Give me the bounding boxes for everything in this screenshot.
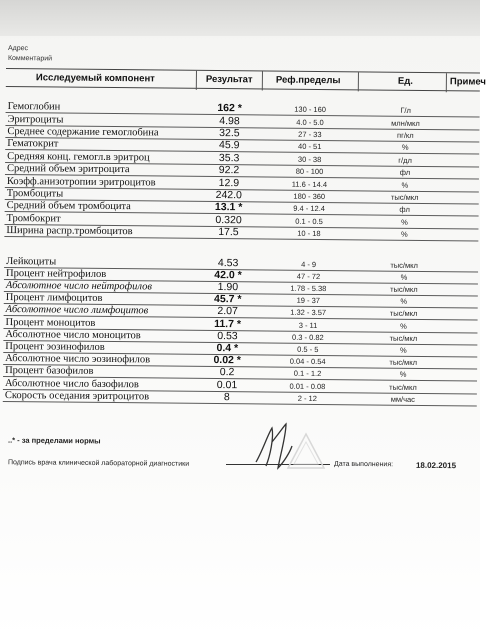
- row-unit: мм/час: [390, 394, 415, 404]
- row-unit: млн/мкл: [391, 118, 420, 128]
- address-label: Адрес: [7, 45, 29, 53]
- row-component-name: Абсолютное число эозинофилов: [5, 353, 151, 366]
- row-unit: тыс/мкл: [390, 192, 419, 203]
- row-reference-range: 0.01 - 0.08: [289, 381, 326, 391]
- row-result-value: 45.7 *: [213, 293, 242, 306]
- row-reference-range: 80 - 100: [295, 167, 324, 177]
- row-reference-range: 0.04 - 0.54: [289, 357, 326, 367]
- row-unit: Г/л: [400, 106, 411, 116]
- row-reference-range: 0.5 - 5: [297, 344, 319, 355]
- row-component-name: Процент эозинофилов: [5, 341, 105, 354]
- row-reference-range: 4 - 9: [301, 259, 317, 269]
- col-divider: [196, 71, 197, 90]
- comment-label: Комментарий: [7, 55, 53, 63]
- row-result-value: 0.2: [219, 366, 235, 379]
- row-reference-range: 130 - 160: [294, 105, 326, 115]
- row-unit: %: [399, 345, 407, 355]
- row-result-value: 92.2: [218, 164, 240, 177]
- row-result-value: 13.1 *: [214, 201, 243, 214]
- row-component-name: Среднее содержание гемоглобина: [7, 126, 159, 139]
- row-unit: тыс/мкл: [389, 309, 418, 319]
- row-component-name: Средний объем тромбоцита: [6, 200, 131, 213]
- row-unit: пг/кл: [397, 130, 414, 141]
- row-result-value: 12.9: [218, 176, 240, 189]
- row-unit: тыс/мкл: [389, 333, 418, 343]
- row-result-value: 17.5: [218, 226, 239, 239]
- row-reference-range: 47 - 72: [296, 271, 321, 281]
- col-unit: Ед.: [397, 75, 413, 87]
- photo-top-shadow: [0, 0, 480, 36]
- col-note: Примеч: [449, 76, 486, 88]
- row-unit: тыс/мкл: [389, 357, 418, 368]
- row-result-value: 1.90: [217, 281, 239, 294]
- row-result-value: 4.98: [219, 114, 240, 127]
- row-reference-range: 10 - 18: [297, 229, 321, 239]
- col-divider: [262, 71, 263, 90]
- row-reference-range: 4.0 - 5.0: [296, 117, 324, 127]
- row-reference-range: 19 - 37: [296, 296, 320, 306]
- row-result-value: 0.320: [215, 213, 242, 227]
- row-reference-range: 2 - 12: [297, 393, 317, 403]
- table-header: [6, 68, 486, 92]
- row-component-name: Процент базофилов: [5, 365, 94, 378]
- row-result-value: 0.02 *: [213, 354, 241, 367]
- row-component-name: Эритроциты: [7, 113, 64, 126]
- row-result-value: 2.07: [217, 305, 238, 318]
- row-unit: %: [400, 272, 408, 282]
- row-reference-range: 3 - 11: [298, 320, 318, 330]
- row-component-name: Лейкоциты: [6, 255, 57, 268]
- row-reference-range: 30 - 38: [297, 154, 322, 164]
- row-component-name: Абсолютное число базофилов: [4, 377, 139, 390]
- results-table: [3, 68, 486, 433]
- row-component-name: Абсолютное число нейтрофилов: [5, 280, 152, 293]
- row-component-name: Процент моноцитов: [5, 316, 96, 329]
- row-result-value: 45.9: [218, 139, 240, 152]
- row-unit: %: [400, 321, 407, 331]
- row-result-value: 32.5: [219, 127, 240, 140]
- row-result-value: 242.0: [215, 189, 242, 202]
- row-unit: %: [400, 297, 408, 307]
- out-of-range-legend: ..* - за пределами нормы: [7, 435, 101, 446]
- row-component-name: Коэфф.анизотропии эритроцитов: [6, 175, 156, 189]
- col-reference: Реф.пределы: [275, 74, 341, 87]
- row-component-name: Процент нейтрофилов: [5, 267, 107, 280]
- col-divider: [358, 72, 359, 91]
- row-reference-range: 9.4 - 12.4: [293, 204, 326, 214]
- row-result-value: 0.01: [216, 378, 238, 391]
- row-result-value: 11.7 *: [214, 317, 242, 330]
- row-component-name: Процент лимфоцитов: [5, 292, 103, 305]
- row-component-name: Абсолютное число моноцитов: [5, 328, 141, 342]
- row-unit: тыс/мкл: [390, 260, 418, 270]
- row-unit: фл: [399, 168, 411, 178]
- row-result-value: 42.0 *: [214, 268, 242, 282]
- row-result-value: 0.53: [217, 329, 238, 343]
- row-component-name: Скорость оседания эритроцитов: [4, 389, 150, 403]
- row-result-value: 4.53: [217, 256, 239, 269]
- row-reference-range: 0.3 - 0.82: [292, 332, 324, 342]
- row-reference-range: 1.78 - 5.38: [290, 283, 327, 294]
- faint-stamp: [284, 430, 328, 472]
- row-component-name: Средний объем эритроцита: [6, 163, 130, 176]
- col-divider: [446, 73, 447, 92]
- row-reference-range: 0.1 - 0.5: [295, 216, 323, 226]
- row-reference-range: 27 - 33: [298, 129, 322, 140]
- row-reference-range: 11.6 - 14.4: [291, 179, 328, 189]
- row-unit: фл: [399, 205, 410, 215]
- date-label: Дата выполнения:: [333, 460, 394, 469]
- row-unit: тыс/мкл: [390, 284, 418, 295]
- row-unit: %: [399, 370, 407, 380]
- row-component-name: Гемоглобин: [7, 101, 61, 113]
- col-component: Исследуемый компонент: [35, 72, 155, 85]
- row-component-name: Тромбоциты: [6, 188, 64, 200]
- row-reference-range: 1.32 - 3.57: [290, 308, 327, 318]
- row-unit: %: [401, 143, 409, 153]
- row-unit: %: [401, 217, 408, 227]
- row-unit: тыс/мкл: [389, 382, 417, 392]
- row-reference-range: 0.1 - 1.2: [293, 369, 322, 379]
- row-component-name: Абсолютное число лимфоцитов: [5, 304, 149, 317]
- row-component-name: Тромбокрит: [6, 212, 61, 225]
- col-result: Результат: [205, 73, 253, 86]
- row-unit: %: [401, 180, 409, 190]
- row-component-name: Гематокрит: [7, 138, 59, 150]
- row-reference-range: 40 - 51: [298, 142, 322, 152]
- row-result-value: 8: [223, 390, 230, 404]
- date-value: 18.02.2015: [415, 460, 457, 471]
- row-component-name: Ширина распр.тромбоцитов: [6, 225, 133, 238]
- row-unit: г/дл: [398, 155, 412, 165]
- row-result-value: 162 *: [217, 102, 242, 115]
- row-result-value: 35.3: [218, 151, 240, 165]
- row-unit: %: [401, 230, 408, 240]
- row-component-name: Средняя конц. гемогл.в эритроц: [7, 150, 150, 164]
- signature-label: Подпись врача клинической лабораторной диагностики: [7, 459, 190, 468]
- row-result-value: 0.4 *: [216, 342, 239, 355]
- row-reference-range: 180 - 360: [293, 191, 326, 202]
